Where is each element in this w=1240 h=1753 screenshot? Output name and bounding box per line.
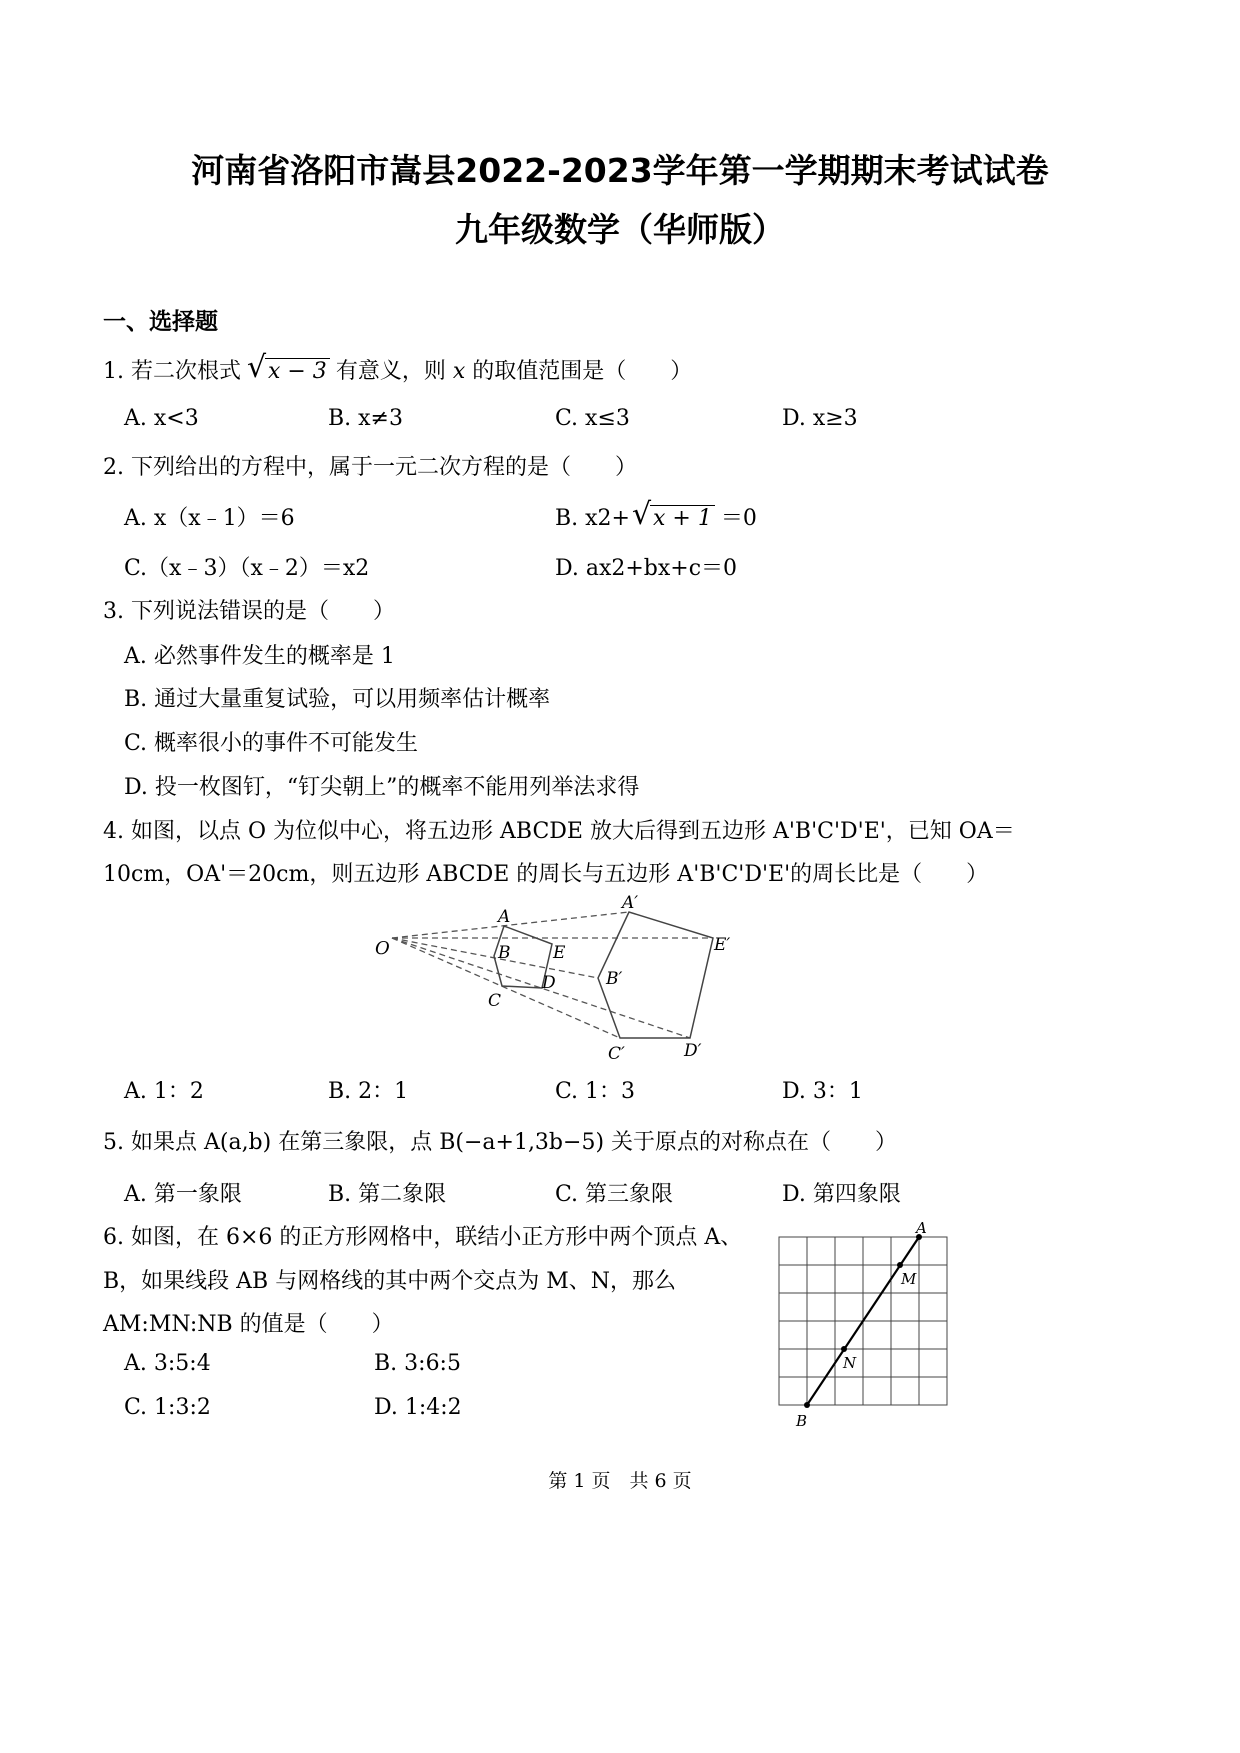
q4-option-d: D. 3：1 [782, 1079, 863, 1104]
q4-option-a: A. 1：2 [124, 1079, 204, 1104]
point-b [804, 1402, 810, 1408]
question-3: 3. 下列说法错误的是（ ） [103, 599, 395, 624]
grid-label-a: A [916, 1219, 927, 1237]
q1-option-b: B. x≠3 [328, 406, 403, 431]
q3-option-d: D. 投一枚图钉，“钉尖朝上”的概率不能用列举法求得 [124, 775, 640, 800]
label-b: B [498, 943, 511, 963]
label-c-prime: C′ [608, 1044, 625, 1064]
question-2: 2. 下列给出的方程中，属于一元二次方程的是（ ） [103, 455, 637, 480]
q2-optb-radicand: x + 1 [650, 505, 715, 531]
q3-option-b: B. 通过大量重复试验，可以用频率估计概率 [124, 687, 551, 712]
q2-option-b [555, 497, 757, 532]
q4-option-b: B. 2：1 [328, 1079, 409, 1104]
q5-option-a: A. 第一象限 [124, 1182, 242, 1207]
label-a: A [498, 907, 511, 927]
q5-option-b: B. 第二象限 [328, 1182, 447, 1207]
label-e-prime: E′ [714, 935, 731, 955]
q2-option-c: C.（x﹣3）（x﹣2）＝x2 [124, 556, 370, 581]
q6-option-b: B. 3:6:5 [374, 1351, 461, 1376]
page-footer: 第 1 页 共 6 页 [548, 1470, 692, 1492]
question-4-line1: 4. 如图，以点 O 为位似中心，将五边形 ABCDE 放大后得到五边形 A'B'C'D'E'，已知 OA＝ [103, 819, 1015, 844]
point-m [897, 1262, 903, 1268]
label-e: E [553, 943, 566, 963]
question-1 [103, 350, 693, 385]
label-a-prime: A′ [622, 893, 639, 913]
grid-label-n: N [843, 1354, 857, 1372]
exam-title: 河南省洛阳市嵩县2022-2023学年第一学期期末考试试卷 [191, 151, 1049, 190]
question-6-line1: 6. 如图，在 6×6 的正方形网格中，联结小正方形中两个顶点 A、 [103, 1225, 743, 1250]
question-6-line3: AM:MN:NB 的值是（ ） [103, 1312, 394, 1337]
q5-option-c: C. 第三象限 [555, 1182, 674, 1207]
question-5: 5. 如果点 A(a,b) 在第三象限，点 B(−a+1,3b−5) 关于原点的对称点在（ ） [103, 1130, 898, 1155]
q1-radical: √ x − 3 [247, 359, 330, 384]
q2-optb-suffix: ＝0 [720, 506, 757, 531]
q6-option-c: C. 1:3:2 [124, 1395, 211, 1420]
q1-prefix: 1. 若二次根式 [103, 359, 241, 384]
q2-option-a: A. x（x﹣1）＝6 [124, 506, 295, 531]
q1-option-d: D. x≥3 [782, 406, 858, 431]
label-b-prime: B′ [606, 969, 623, 989]
grid-figure [770, 1218, 960, 1438]
label-d-prime: D′ [684, 1041, 702, 1061]
q4-option-c: C. 1：3 [555, 1079, 636, 1104]
label-c: C [488, 991, 502, 1011]
q1-option-c: C. x≤3 [555, 406, 630, 431]
q6-option-d: D. 1:4:2 [374, 1395, 462, 1420]
section-heading: 一、选择题 [103, 309, 218, 335]
q5-option-d: D. 第四象限 [782, 1182, 901, 1207]
q1-mid: 有意义，则 [335, 359, 446, 384]
q1-radicand: x − 3 [265, 358, 330, 384]
label-d: D [542, 973, 556, 993]
q2-optb-prefix: B. x2+ [555, 506, 630, 531]
question-6-line2: B，如果线段 AB 与网格线的其中两个交点为 M、N，那么 [103, 1269, 676, 1294]
grid-label-b: B [796, 1412, 808, 1430]
grid-label-m: M [901, 1270, 917, 1288]
label-o: O [375, 938, 390, 959]
q6-option-a: A. 3:5:4 [124, 1351, 211, 1376]
q2-option-d: D. ax2+bx+c＝0 [555, 556, 738, 581]
q2-optb-radical: √ x + 1 [632, 506, 715, 531]
q1-var: x [452, 359, 466, 384]
exam-subtitle: 九年级数学（华师版） [455, 210, 785, 249]
q3-option-c: C. 概率很小的事件不可能发生 [124, 731, 419, 756]
q1-option-a: A. x<3 [124, 406, 199, 431]
homothety-figure [360, 888, 760, 1068]
point-n [841, 1346, 847, 1352]
question-4-line2: 10cm，OA'＝20cm，则五边形 ABCDE 的周长与五边形 A'B'C'D'E'的周长比是（ ） [103, 862, 989, 887]
q3-option-a: A. 必然事件发生的概率是 1 [124, 644, 395, 669]
q1-suffix: 的取值范围是（ ） [472, 359, 693, 384]
ray-oa [392, 912, 629, 938]
